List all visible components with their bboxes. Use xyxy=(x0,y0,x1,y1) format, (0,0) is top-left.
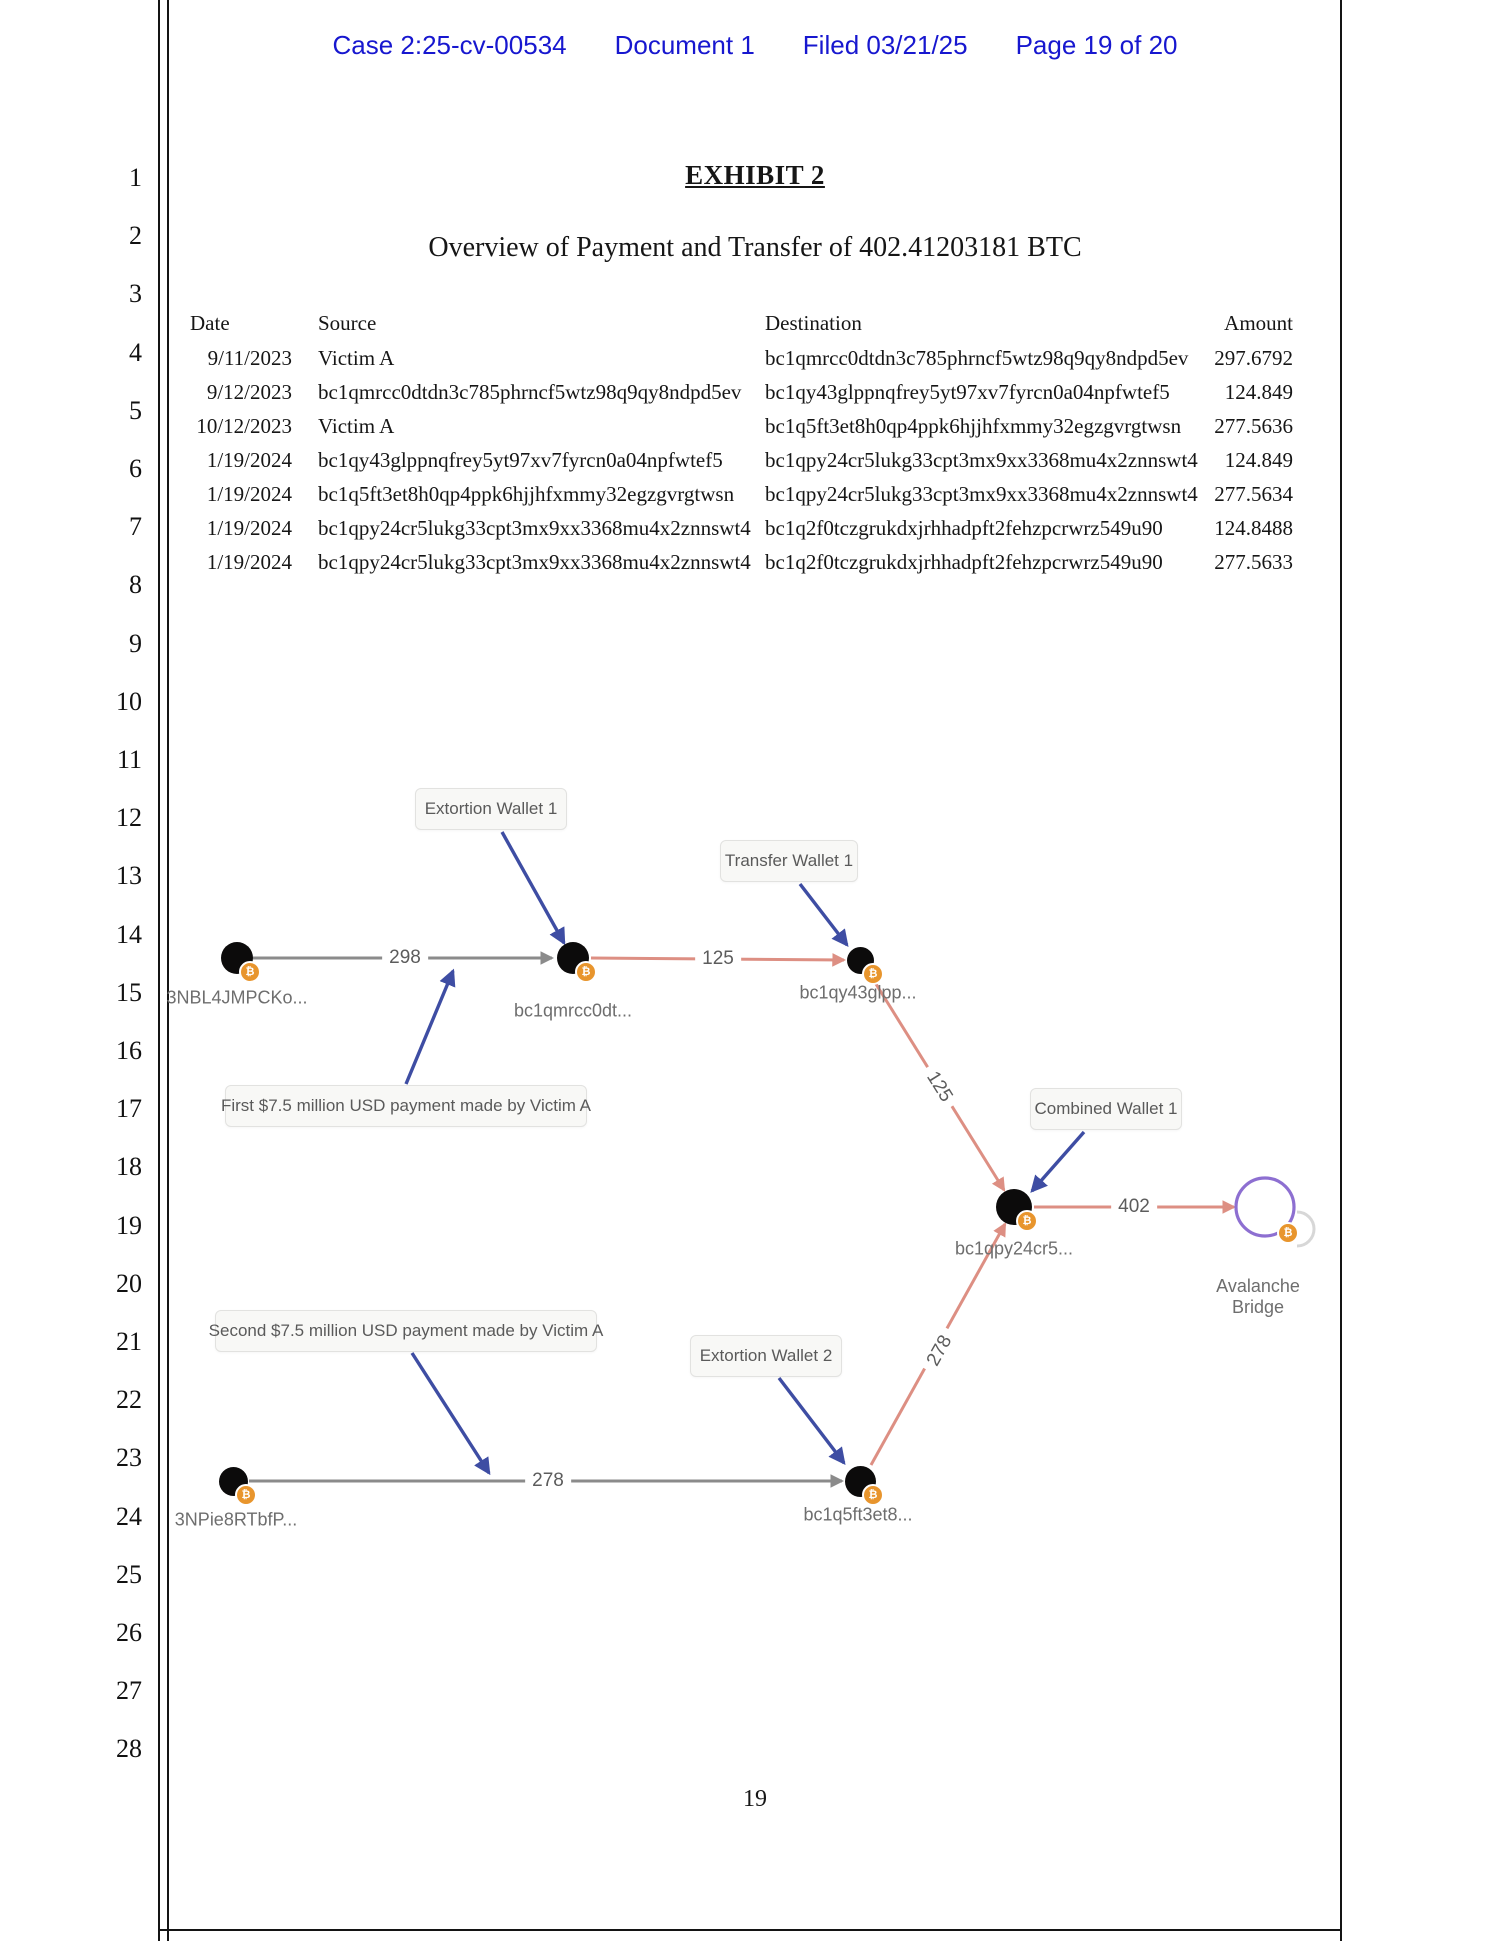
cell-source: bc1q5ft3et8h0qp4ppk6hjjhfxmmy32egzgvrgtwsn xyxy=(318,482,735,506)
cell-date: 1/19/2024 xyxy=(206,482,292,506)
table-row xyxy=(190,380,1303,410)
cell-destination: bc1q2f0tczgrukdxjrhhadpft2fehzpcrwrz549u90 xyxy=(765,550,1163,574)
line-number: 9 xyxy=(129,628,142,658)
line-number: 11 xyxy=(116,745,142,774)
bitcoin-icon: ₿ xyxy=(575,961,597,983)
line-number: 24 xyxy=(116,1501,142,1531)
line-number: 20 xyxy=(116,1268,142,1298)
ghost-ring xyxy=(1297,1212,1314,1246)
bottom-rule xyxy=(158,1929,1342,1931)
line-number: 12 xyxy=(116,803,142,833)
bitcoin-icon: ₿ xyxy=(235,1484,257,1506)
cell-date: 9/11/2023 xyxy=(207,346,292,370)
table-header-row xyxy=(190,311,1303,341)
cell-date: 1/19/2024 xyxy=(206,550,292,574)
line-number: 22 xyxy=(116,1385,142,1415)
callout-arrow-transfer-wallet-1 xyxy=(800,884,847,945)
cell-source: bc1qmrcc0dtdn3c785phrncf5wtz98q9qy8ndpd5ev xyxy=(318,380,742,404)
line-number-column xyxy=(0,0,150,1941)
callout-arrow-second-payment xyxy=(412,1353,489,1473)
cell-source: bc1qy43glppnqfrey5yt97xv7fyrcn0a04npfwtef5 xyxy=(318,448,723,472)
line-number: 21 xyxy=(116,1327,142,1356)
node-label-wallet-3npie8: 3NPie8RTbfP... xyxy=(174,1509,298,1530)
line-number: 10 xyxy=(116,686,142,716)
cell-date: 10/12/2023 xyxy=(196,414,292,438)
edge-amount-wallet-3nbl4: 298 xyxy=(382,946,428,970)
table-row xyxy=(190,414,1303,444)
cell-amount: 124.8488 xyxy=(1214,516,1293,540)
cell-date: 1/19/2024 xyxy=(206,516,292,540)
bitcoin-icon: ₿ xyxy=(862,963,884,985)
line-number: 3 xyxy=(129,279,142,309)
cell-amount: 277.5636 xyxy=(1214,414,1293,438)
table-row xyxy=(190,482,1303,512)
cell-amount: Amount xyxy=(1224,311,1293,335)
edge-amount-wallet-bc1q5ft3et8: 278 xyxy=(918,1325,961,1377)
line-number: 19 xyxy=(116,1210,142,1240)
line-number: 14 xyxy=(116,919,142,949)
edge-amount-wallet-bc1qy43glpp: 125 xyxy=(917,1061,962,1112)
bitcoin-icon: ₿ xyxy=(1016,1210,1038,1232)
callout-transfer-wallet-1[interactable]: Transfer Wallet 1 xyxy=(720,840,858,882)
callout-extortion-wallet-2[interactable]: Extortion Wallet 2 xyxy=(690,1335,842,1377)
callout-arrow-extortion-wallet-1 xyxy=(502,832,564,943)
page-indicator: Page 19 of 20 xyxy=(1015,30,1178,60)
line-number: 17 xyxy=(116,1094,142,1124)
callout-combined-wallet-1[interactable]: Combined Wallet 1 xyxy=(1030,1088,1182,1130)
cell-destination: bc1qpy24cr5lukg33cpt3mx9xx3368mu4x2znnswt4 xyxy=(765,448,1198,472)
cell-amount: 277.5633 xyxy=(1214,550,1293,574)
page-number: 19 xyxy=(743,1786,767,1812)
line-number: 6 xyxy=(129,454,142,483)
bitcoin-icon: ₿ xyxy=(1277,1222,1299,1244)
case-header xyxy=(170,30,1340,61)
line-number: 4 xyxy=(129,337,142,367)
cell-amount: 124.849 xyxy=(1224,448,1293,472)
cell-amount: 124.849 xyxy=(1224,380,1293,404)
line-number: 7 xyxy=(129,512,142,542)
node-label-wallet-bc1q5ft3et8: bc1q5ft3et8... xyxy=(803,1504,913,1525)
line-number: 15 xyxy=(116,977,142,1007)
callout-second-payment[interactable]: Second $7.5 million USD payment made by Victim A xyxy=(215,1310,597,1352)
cell-destination: bc1q2f0tczgrukdxjrhhadpft2fehzpcrwrz549u90 xyxy=(765,516,1163,540)
cell-source: Victim A xyxy=(318,414,395,438)
table-row xyxy=(190,346,1303,376)
cell-source: Source xyxy=(318,311,377,335)
edge-amount-wallet-bc1qpy24cr5: 402 xyxy=(1111,1195,1157,1219)
line-number: 13 xyxy=(116,861,142,891)
node-label-wallet-3nbl4: 3NBL4JMPCKo... xyxy=(166,987,308,1008)
cell-destination: Destination xyxy=(765,311,862,335)
table-row xyxy=(190,448,1303,478)
node-label-wallet-bc1qpy24cr5: bc1qpy24cr5... xyxy=(954,1238,1074,1259)
callout-arrow-first-payment xyxy=(406,971,453,1084)
line-number: 2 xyxy=(129,221,142,251)
bitcoin-icon: ₿ xyxy=(239,961,261,983)
line-number: 25 xyxy=(116,1559,142,1589)
line-number: 26 xyxy=(116,1618,142,1647)
node-label-line: Bridge xyxy=(1231,1297,1285,1317)
node-label-avalanche-bridge xyxy=(1216,1276,1300,1318)
line-number: 23 xyxy=(116,1443,142,1473)
filed-date: Filed 03/21/25 xyxy=(802,30,968,60)
line-number: 16 xyxy=(116,1036,142,1065)
line-number: 28 xyxy=(116,1734,142,1764)
line-number: 1 xyxy=(129,163,142,192)
cell-amount: 297.6792 xyxy=(1214,346,1293,370)
callout-arrow-combined-wallet-1 xyxy=(1032,1132,1084,1191)
cell-destination: bc1q5ft3et8h0qp4ppk6hjjhfxmmy32egzgvrgtwsn xyxy=(765,414,1182,438)
callout-first-payment[interactable]: First $7.5 million USD payment made by Victim A xyxy=(225,1085,587,1127)
table-row xyxy=(190,516,1303,546)
exhibit-title: EXHIBIT 2 xyxy=(685,160,825,190)
cell-date: Date xyxy=(190,311,230,335)
callout-arrow-extortion-wallet-2 xyxy=(779,1378,844,1463)
cell-destination: bc1qmrcc0dtdn3c785phrncf5wtz98q9qy8ndpd5ev xyxy=(765,346,1189,370)
bitcoin-icon: ₿ xyxy=(862,1484,884,1506)
cell-date: 1/19/2024 xyxy=(206,448,292,472)
edge-amount-wallet-3npie8: 278 xyxy=(525,1469,571,1493)
node-label-wallet-bc1qmrcc0dt: bc1qmrcc0dt... xyxy=(513,1000,633,1021)
callout-extortion-wallet-1[interactable]: Extortion Wallet 1 xyxy=(415,788,567,830)
fund-flow-diagram xyxy=(150,760,1350,1560)
exhibit-subtitle: Overview of Payment and Transfer of 402.41203181 BTC xyxy=(428,232,1082,263)
line-number: 5 xyxy=(129,395,142,425)
cell-destination: bc1qy43glppnqfrey5yt97xv7fyrcn0a04npfwtef5 xyxy=(765,380,1170,404)
cell-source: bc1qpy24cr5lukg33cpt3mx9xx3368mu4x2znnswt4 xyxy=(318,516,751,540)
line-number: 27 xyxy=(116,1676,142,1706)
cell-source: Victim A xyxy=(318,346,395,370)
case-number: Case 2:25-cv-00534 xyxy=(332,30,567,60)
line-number: 18 xyxy=(116,1152,142,1182)
line-number: 8 xyxy=(129,570,142,600)
edge-amount-wallet-bc1qmrcc0dt: 125 xyxy=(695,947,741,971)
cell-date: 9/12/2023 xyxy=(206,380,292,404)
cell-destination: bc1qpy24cr5lukg33cpt3mx9xx3368mu4x2znnswt4 xyxy=(765,482,1198,506)
cell-source: bc1qpy24cr5lukg33cpt3mx9xx3368mu4x2znnswt4 xyxy=(318,550,751,574)
table-row xyxy=(190,550,1303,580)
node-label-wallet-bc1qy43glpp: bc1qy43glpp... xyxy=(799,982,917,1003)
document-number: Document 1 xyxy=(614,30,755,60)
node-label-line: Avalanche xyxy=(1216,1276,1300,1296)
cell-amount: 277.5634 xyxy=(1214,482,1293,506)
